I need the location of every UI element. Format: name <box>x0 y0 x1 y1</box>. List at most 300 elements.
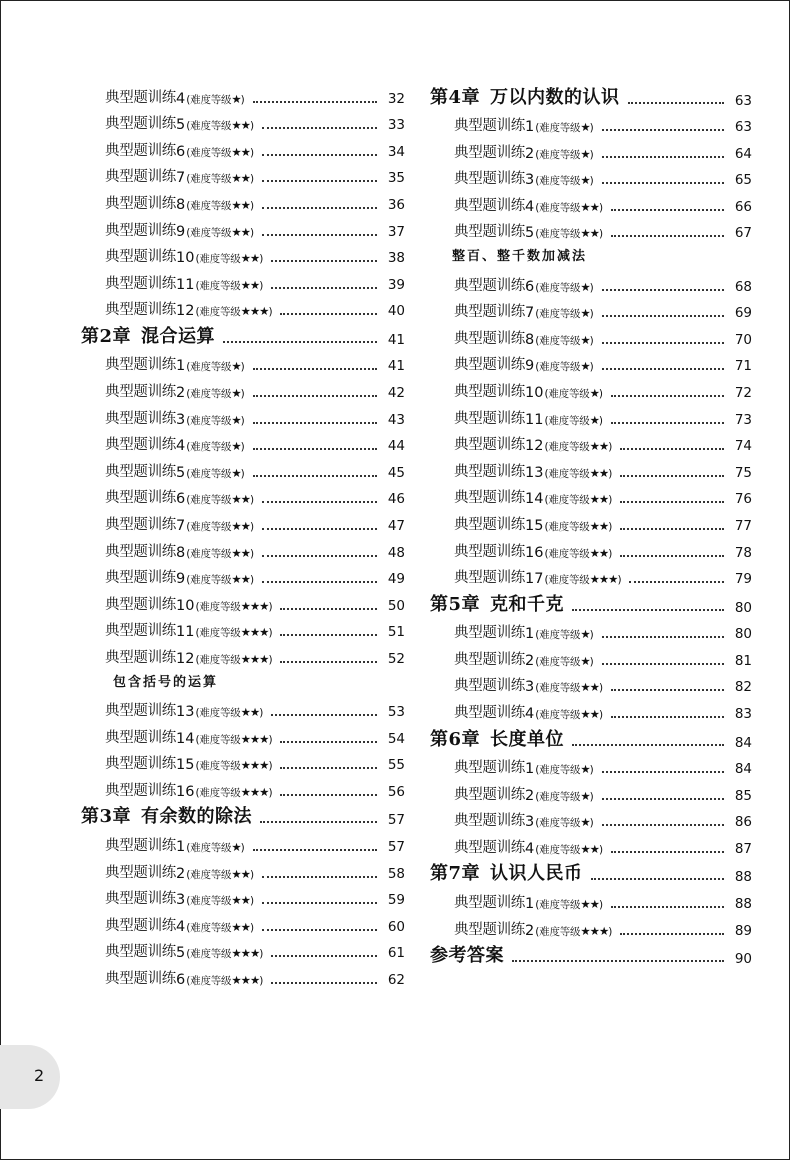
entry-number: 12 <box>176 303 195 320</box>
entry-number: 2 <box>176 385 186 402</box>
difficulty-label: (难度等级★★★) <box>195 304 273 319</box>
page-ref: 40 <box>387 303 405 320</box>
dot-leader <box>262 929 377 931</box>
difficulty-label: (难度等级★) <box>186 91 245 106</box>
entry-number: 16 <box>525 544 544 561</box>
entry-title: 典型题训练 <box>105 596 176 613</box>
star-icon: ★★ <box>231 224 250 239</box>
entry-number: 3 <box>525 814 535 831</box>
chapter-label: 第6章 <box>430 728 481 750</box>
toc-entry[interactable] <box>430 188 752 215</box>
toc-right-column <box>430 80 752 967</box>
toc-entry[interactable] <box>430 777 752 804</box>
toc-entry[interactable] <box>105 855 405 882</box>
toc-entry[interactable] <box>430 428 752 455</box>
difficulty-label: (难度等级★★) <box>544 465 613 480</box>
entry-number: 4 <box>525 706 535 723</box>
dot-leader <box>262 528 377 530</box>
star-icon: ★★ <box>231 492 250 507</box>
toc-entry[interactable] <box>430 804 752 831</box>
toc-entry[interactable] <box>105 240 405 267</box>
dot-leader <box>620 448 724 450</box>
chapter-name: 有余数的除法 <box>141 806 253 828</box>
star-icon: ★ <box>580 788 590 803</box>
toc-entry[interactable] <box>430 109 752 136</box>
chapter-name: 克和千克 <box>490 593 565 615</box>
toc-entry[interactable] <box>430 215 752 242</box>
entry-number: 5 <box>176 945 186 962</box>
star-icon: ★ <box>580 279 590 294</box>
page-ref: 60 <box>387 918 405 935</box>
dot-leader <box>271 260 377 262</box>
toc-entry[interactable] <box>430 401 752 428</box>
toc-entry[interactable] <box>105 534 405 561</box>
entry-title: 典型题训练 <box>105 490 176 507</box>
entry-title: 典型题训练 <box>105 756 176 773</box>
dot-leader <box>262 180 377 182</box>
entry-number: 10 <box>176 250 195 267</box>
toc-entry[interactable] <box>105 160 405 187</box>
entry-title: 典型题训练 <box>105 944 176 961</box>
star-icon: ★ <box>580 120 590 135</box>
star-icon: ★★ <box>589 492 609 507</box>
dot-leader <box>271 714 377 716</box>
star-icon: ★ <box>231 840 241 855</box>
toc-entry[interactable] <box>430 669 752 696</box>
difficulty-label: (难度等级★) <box>535 279 594 294</box>
page-ref: 32 <box>387 90 405 107</box>
star-icon: ★★★ <box>580 923 609 938</box>
star-icon: ★ <box>580 146 590 161</box>
dot-leader <box>611 235 724 237</box>
toc-entry[interactable] <box>430 695 752 722</box>
entry-number: 2 <box>525 787 535 804</box>
section-label: 包含括号的运算 <box>113 674 219 690</box>
toc-entry[interactable] <box>105 587 405 614</box>
star-icon: ★★★ <box>231 973 260 987</box>
toc-entry[interactable] <box>430 885 752 912</box>
page-ref: 64 <box>734 145 752 162</box>
entry-number: 1 <box>525 626 535 643</box>
toc-entry[interactable] <box>430 561 752 588</box>
star-icon: ★ <box>589 412 599 427</box>
entry-title: 典型题训练 <box>454 813 525 830</box>
dot-leader <box>271 955 377 957</box>
entry-number: 2 <box>525 922 535 939</box>
toc-entry[interactable] <box>105 266 405 293</box>
toc-entry[interactable] <box>105 428 405 455</box>
toc-section-heading <box>430 241 752 268</box>
entry-number: 5 <box>176 117 186 134</box>
star-icon: ★ <box>589 386 599 401</box>
page-ref: 49 <box>387 571 405 588</box>
toc-entry[interactable] <box>430 616 752 643</box>
page-ref: 82 <box>734 679 752 696</box>
difficulty-label: (难度等级★) <box>535 653 594 668</box>
page-ref: 89 <box>734 922 752 939</box>
page-ref: 86 <box>734 814 752 831</box>
dot-leader <box>611 209 724 211</box>
page-ref: 61 <box>387 945 405 962</box>
dot-leader <box>280 794 377 796</box>
difficulty-label: (难度等级★★) <box>544 545 613 560</box>
page-ref: 81 <box>734 652 752 669</box>
difficulty-label: (难度等级★★★) <box>195 758 273 773</box>
page-ref: 57 <box>387 812 405 829</box>
toc-entry[interactable] <box>105 694 405 721</box>
star-icon: ★★ <box>240 705 260 720</box>
chapter-label: 第7章 <box>430 863 481 885</box>
toc-entry[interactable] <box>105 773 405 800</box>
toc-entry[interactable] <box>105 481 405 508</box>
dot-leader <box>620 501 724 503</box>
entry-number: 9 <box>525 358 535 375</box>
dot-leader <box>611 716 724 718</box>
star-icon: ★★ <box>589 439 609 454</box>
star-icon: ★★ <box>231 919 250 934</box>
toc-entry[interactable] <box>105 720 405 747</box>
toc-chapter[interactable] <box>81 319 405 348</box>
entry-number: 6 <box>176 972 186 988</box>
difficulty-label: (难度等级★) <box>535 359 594 374</box>
toc-entry[interactable] <box>105 507 405 534</box>
star-icon: ★★ <box>589 465 609 480</box>
dot-leader <box>253 101 377 103</box>
difficulty-label: (难度等级★★) <box>535 226 603 241</box>
page-ref: 48 <box>387 544 405 561</box>
star-icon: ★★ <box>580 841 599 856</box>
dot-leader <box>260 821 377 823</box>
toc-entry[interactable] <box>105 374 405 401</box>
dot-leader <box>611 906 724 908</box>
toc-entry[interactable] <box>430 321 752 348</box>
star-icon: ★★ <box>231 893 250 908</box>
entry-number: 1 <box>525 896 535 913</box>
entry-number: 1 <box>525 761 535 778</box>
entry-title: 典型题训练 <box>454 144 525 161</box>
toc-entry[interactable] <box>430 454 752 481</box>
entry-number: 17 <box>525 571 544 588</box>
difficulty-label: (难度等级★★★) <box>195 784 273 799</box>
page-ref: 68 <box>734 278 752 295</box>
page-ref: 42 <box>387 385 405 402</box>
toc-entry[interactable] <box>430 374 752 401</box>
toc-entry[interactable] <box>105 186 405 213</box>
entry-number: 1 <box>525 119 535 136</box>
toc-entry[interactable] <box>105 133 405 160</box>
toc-entry[interactable] <box>430 162 752 189</box>
page-ref: 50 <box>387 597 405 614</box>
dot-leader <box>602 289 724 291</box>
difficulty-label: (难度等级★★) <box>535 707 603 722</box>
toc-chapter[interactable] <box>430 722 752 751</box>
dot-leader <box>602 315 724 317</box>
dot-leader <box>620 555 724 557</box>
dot-leader <box>620 933 724 935</box>
page-ref: 46 <box>387 491 405 508</box>
difficulty-label: (难度等级★★★) <box>544 572 622 587</box>
difficulty-label: (难度等级★) <box>544 386 603 401</box>
difficulty-label: (难度等级★★) <box>186 118 254 133</box>
page-ref: 85 <box>734 787 752 804</box>
entry-number: 9 <box>176 571 186 588</box>
difficulty-label: (难度等级★★★) <box>195 731 273 746</box>
page-ref: 74 <box>734 438 752 455</box>
toc-entry[interactable] <box>430 268 752 295</box>
entry-number: 7 <box>525 305 535 322</box>
entry-title: 典型题训练 <box>454 921 525 938</box>
star-icon: ★ <box>580 359 590 374</box>
entry-title: 典型题训练 <box>105 249 176 266</box>
difficulty-label: (难度等级★★) <box>195 705 264 720</box>
page-ref: 69 <box>734 305 752 322</box>
entry-title: 典型题训练 <box>105 463 176 480</box>
dot-leader <box>262 876 377 878</box>
entry-number: 3 <box>525 172 535 189</box>
dot-leader <box>620 528 724 530</box>
difficulty-label: (难度等级★★) <box>195 277 264 292</box>
difficulty-label: (难度等级★) <box>186 359 245 374</box>
toc-entry[interactable] <box>105 213 405 240</box>
difficulty-label: (难度等级★) <box>186 840 245 855</box>
entry-number: 4 <box>525 840 535 857</box>
entry-number: 8 <box>525 331 535 348</box>
star-icon: ★★ <box>580 680 599 695</box>
difficulty-label: (难度等级★) <box>535 627 594 642</box>
toc-entry[interactable] <box>430 642 752 669</box>
chapter-label: 第3章 <box>81 806 132 828</box>
page-ref: 71 <box>734 358 752 375</box>
toc-entry[interactable] <box>105 640 405 667</box>
entry-title: 典型题训练 <box>105 169 176 186</box>
toc-chapter[interactable] <box>81 800 405 829</box>
entry-title: 典型题训练 <box>105 222 176 239</box>
toc-entry[interactable] <box>430 751 752 778</box>
difficulty-label: (难度等级★★) <box>535 680 603 695</box>
star-icon: ★★ <box>589 545 609 560</box>
toc-entry[interactable] <box>430 830 752 857</box>
entry-title: 典型题训练 <box>454 839 525 856</box>
page-ref: 87 <box>734 840 752 857</box>
page-ref: 41 <box>387 358 405 375</box>
dot-leader <box>611 395 724 397</box>
entry-number: 5 <box>176 464 186 481</box>
toc-entry[interactable] <box>105 348 405 375</box>
entry-title: 典型题训练 <box>454 678 525 695</box>
toc-entry[interactable] <box>105 828 405 855</box>
chapter-name: 万以内数的认识 <box>490 86 620 108</box>
dot-leader <box>262 154 377 156</box>
toc-entry[interactable] <box>105 107 405 134</box>
star-icon: ★★ <box>580 897 599 912</box>
star-icon: ★★★ <box>240 731 269 746</box>
entry-number: 14 <box>525 491 544 508</box>
star-icon: ★★ <box>231 171 250 186</box>
entry-title: 典型题训练 <box>105 891 176 908</box>
entry-title: 典型题训练 <box>454 410 525 427</box>
entry-title: 典型题训练 <box>105 570 176 587</box>
toc-entry[interactable] <box>105 80 405 107</box>
toc-chapter[interactable] <box>430 587 752 616</box>
entry-title: 典型题训练 <box>454 118 525 135</box>
dot-leader <box>253 475 377 477</box>
difficulty-label: (难度等级★★) <box>186 919 254 934</box>
difficulty-label: (难度等级★) <box>535 762 594 777</box>
difficulty-label: (难度等级★) <box>535 306 594 321</box>
toc-entry[interactable] <box>430 135 752 162</box>
page-ref: 45 <box>387 464 405 481</box>
toc-entry[interactable] <box>430 912 752 939</box>
difficulty-label: (难度等级★) <box>186 386 245 401</box>
toc-entry[interactable] <box>105 561 405 588</box>
dot-leader <box>602 636 724 638</box>
dot-leader <box>620 475 724 477</box>
dot-leader <box>512 960 724 962</box>
difficulty-label: (难度等级★★) <box>186 572 254 587</box>
dot-leader <box>602 129 724 131</box>
entry-number: 12 <box>525 438 544 455</box>
entry-number: 2 <box>525 652 535 669</box>
entry-title: 典型题训练 <box>454 304 525 321</box>
page-ref: 79 <box>734 571 752 588</box>
star-icon: ★ <box>580 815 590 830</box>
dot-leader <box>271 287 377 289</box>
dot-leader <box>629 581 724 583</box>
toc-entry[interactable] <box>105 908 405 935</box>
chapter-label: 第4章 <box>430 86 481 108</box>
page-ref: 34 <box>387 143 405 160</box>
entry-number: 15 <box>525 518 544 534</box>
star-icon: ★ <box>231 386 241 401</box>
entry-number: 8 <box>176 196 186 213</box>
dot-leader <box>280 608 377 610</box>
dot-leader <box>280 634 377 636</box>
entry-number: 3 <box>525 679 535 696</box>
difficulty-label: (难度等级★★) <box>535 199 603 214</box>
page-ref: 84 <box>734 761 752 778</box>
star-icon: ★★★ <box>240 784 269 799</box>
entry-title: 典型题训练 <box>454 895 525 912</box>
page-ref: 67 <box>734 225 752 242</box>
toc-entry[interactable] <box>105 882 405 909</box>
difficulty-label: (难度等级★★) <box>186 144 254 159</box>
entry-number: 4 <box>176 918 186 935</box>
chapter-name: 混合运算 <box>141 325 216 347</box>
entry-number: 16 <box>176 783 195 800</box>
section-label: 整百、整千数加减法 <box>452 249 588 265</box>
toc-entry[interactable] <box>430 348 752 375</box>
toc-entry[interactable] <box>105 293 405 320</box>
entry-number: 4 <box>176 90 186 107</box>
toc-chapter[interactable] <box>430 857 752 886</box>
star-icon: ★★ <box>231 118 250 133</box>
toc-chapter[interactable] <box>430 80 752 109</box>
entry-number: 1 <box>176 358 186 375</box>
difficulty-label: (难度等级★★) <box>186 866 254 881</box>
difficulty-label: (难度等级★★) <box>544 492 613 507</box>
toc-entry[interactable] <box>430 481 752 508</box>
toc-entry[interactable] <box>105 614 405 641</box>
entry-title: 典型题训练 <box>105 384 176 401</box>
entry-title: 典型题训练 <box>105 917 176 934</box>
entry-number: 12 <box>176 650 195 667</box>
toc-entry[interactable] <box>105 454 405 481</box>
dot-leader <box>572 744 724 746</box>
toc-entry[interactable] <box>430 507 752 534</box>
dot-leader <box>611 851 724 853</box>
toc-chapter[interactable] <box>430 939 752 968</box>
dot-leader <box>253 395 377 397</box>
star-icon: ★★ <box>231 545 250 560</box>
star-icon: ★★★ <box>240 304 269 319</box>
page-ref: 77 <box>734 518 752 534</box>
difficulty-label: (难度等级★) <box>535 788 594 803</box>
entry-title: 典型题训练 <box>105 357 176 374</box>
toc-entry[interactable] <box>105 401 405 428</box>
page-ref: 52 <box>387 650 405 667</box>
difficulty-label: (难度等级★) <box>186 465 245 480</box>
page-ref: 88 <box>734 869 752 886</box>
page-ref: 66 <box>734 198 752 215</box>
entry-title: 典型题训练 <box>454 705 525 722</box>
dot-leader <box>262 555 377 557</box>
toc-entry[interactable] <box>430 295 752 322</box>
star-icon: ★★ <box>231 144 250 159</box>
difficulty-label: (难度等级★★) <box>544 439 613 454</box>
page-ref: 59 <box>387 892 405 909</box>
entry-title: 典型题训练 <box>454 357 525 374</box>
star-icon: ★★ <box>231 519 250 533</box>
dot-leader <box>602 182 724 184</box>
toc-entry[interactable] <box>105 747 405 774</box>
difficulty-label: (难度等级★) <box>544 412 603 427</box>
page-ref: 37 <box>387 223 405 240</box>
dot-leader <box>602 798 724 800</box>
difficulty-label: (难度等级★) <box>535 146 594 161</box>
page-ref: 47 <box>387 518 405 534</box>
entry-number: 7 <box>176 518 186 534</box>
page-ref: 43 <box>387 411 405 428</box>
toc-entry[interactable] <box>105 935 405 962</box>
dot-leader <box>253 368 377 370</box>
difficulty-label: (难度等级★★★) <box>535 923 613 938</box>
entry-title: 典型题训练 <box>454 490 525 507</box>
entry-number: 5 <box>525 225 535 242</box>
entry-number: 11 <box>176 624 195 641</box>
difficulty-label: (难度等级★) <box>535 815 594 830</box>
entry-number: 10 <box>525 385 544 402</box>
chapter-label: 第2章 <box>81 325 132 347</box>
entry-title: 典型题训练 <box>105 649 176 666</box>
entry-title: 典型题训练 <box>105 195 176 212</box>
dot-leader <box>280 313 377 315</box>
toc-entry[interactable] <box>430 534 752 561</box>
entry-title: 典型题训练 <box>454 786 525 803</box>
star-icon: ★ <box>580 306 590 321</box>
entry-title: 典型题训练 <box>105 703 176 720</box>
chapter-name: 认识人民币 <box>490 863 583 885</box>
page-ref: 51 <box>387 624 405 641</box>
entry-title: 典型题训练 <box>105 116 176 133</box>
entry-number: 4 <box>525 198 535 215</box>
star-icon: ★★ <box>231 866 250 881</box>
toc-entry[interactable] <box>105 961 405 988</box>
difficulty-label: (难度等级★★) <box>186 224 254 239</box>
entry-number: 2 <box>525 145 535 162</box>
entry-title: 典型题训练 <box>105 782 176 799</box>
entry-title: 典型题训练 <box>105 864 176 881</box>
chapter-label: 参考答案 <box>430 945 504 967</box>
